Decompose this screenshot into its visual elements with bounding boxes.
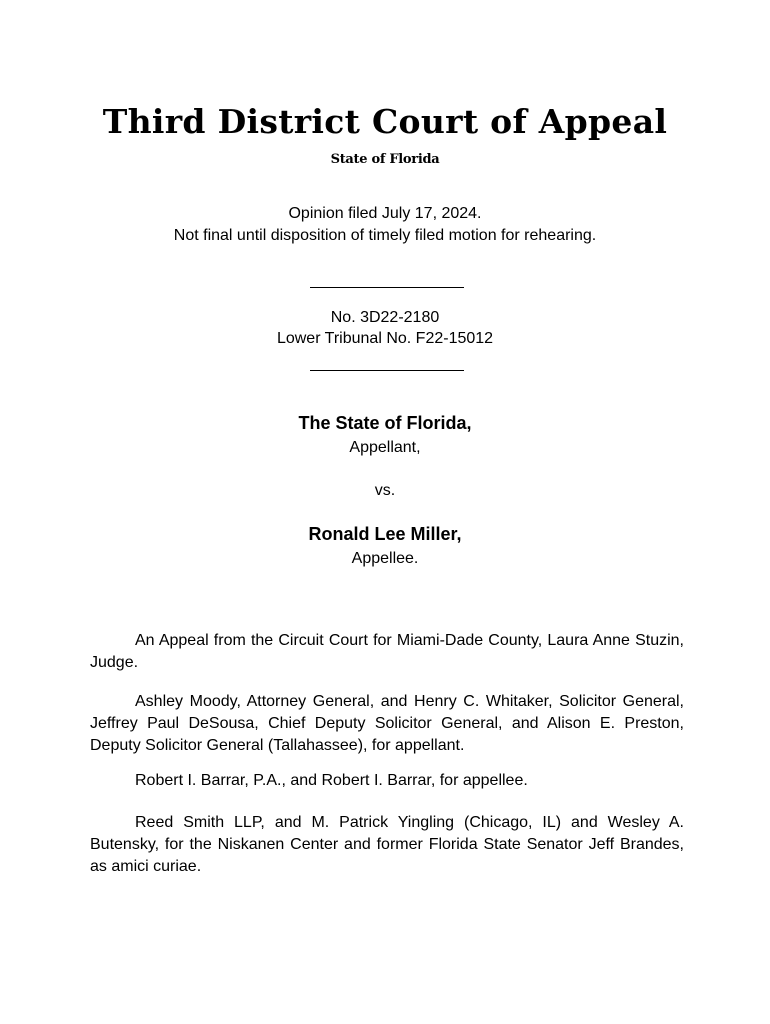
appellee-name: Ronald Lee Miller, [308,524,462,544]
divider-bottom [310,370,464,371]
lower-tribunal-number: Lower Tribunal No. F22-15012 [276,330,494,347]
appellee-counsel-paragraph: Robert I. Barrar, P.A., and Robert I. Barrar, for appellee. [135,772,528,789]
appellee-role: Appellee. [351,550,419,567]
appeal-from-paragraph: An Appeal from the Circuit Court for Miami-Dade County, Laura Anne Stuzin, Judge. [90,632,684,671]
appellant-role: Appellant, [349,439,421,456]
opinion-filed-date: Opinion filed July 17, 2024. [288,205,482,222]
amici-paragraph: Reed Smith LLP, and M. Patrick Yingling (Chicago, IL) and Wesley A. Butensky, for the Niskanen Center and former Florida State Senator Jeff Brandes, as amici curiae. [90,814,684,875]
versus-label: vs. [374,482,396,499]
case-number: No. 3D22-2180 [330,309,440,326]
court-state: State of Florida [330,152,440,167]
appellant-name: The State of Florida, [298,413,472,433]
court-name: Third District Court of Appeal [102,102,668,141]
rehearing-notice: Not final until disposition of timely filed motion for rehearing. [173,227,597,244]
divider-top [310,287,464,288]
appellant-counsel-paragraph: Ashley Moody, Attorney General, and Henry C. Whitaker, Solicitor General, Jeffrey Paul DeSousa, Chief Deputy Solicitor General, and Alison E. Preston, Deputy Solicitor General (Tallahassee), for appellant. [90,693,684,754]
